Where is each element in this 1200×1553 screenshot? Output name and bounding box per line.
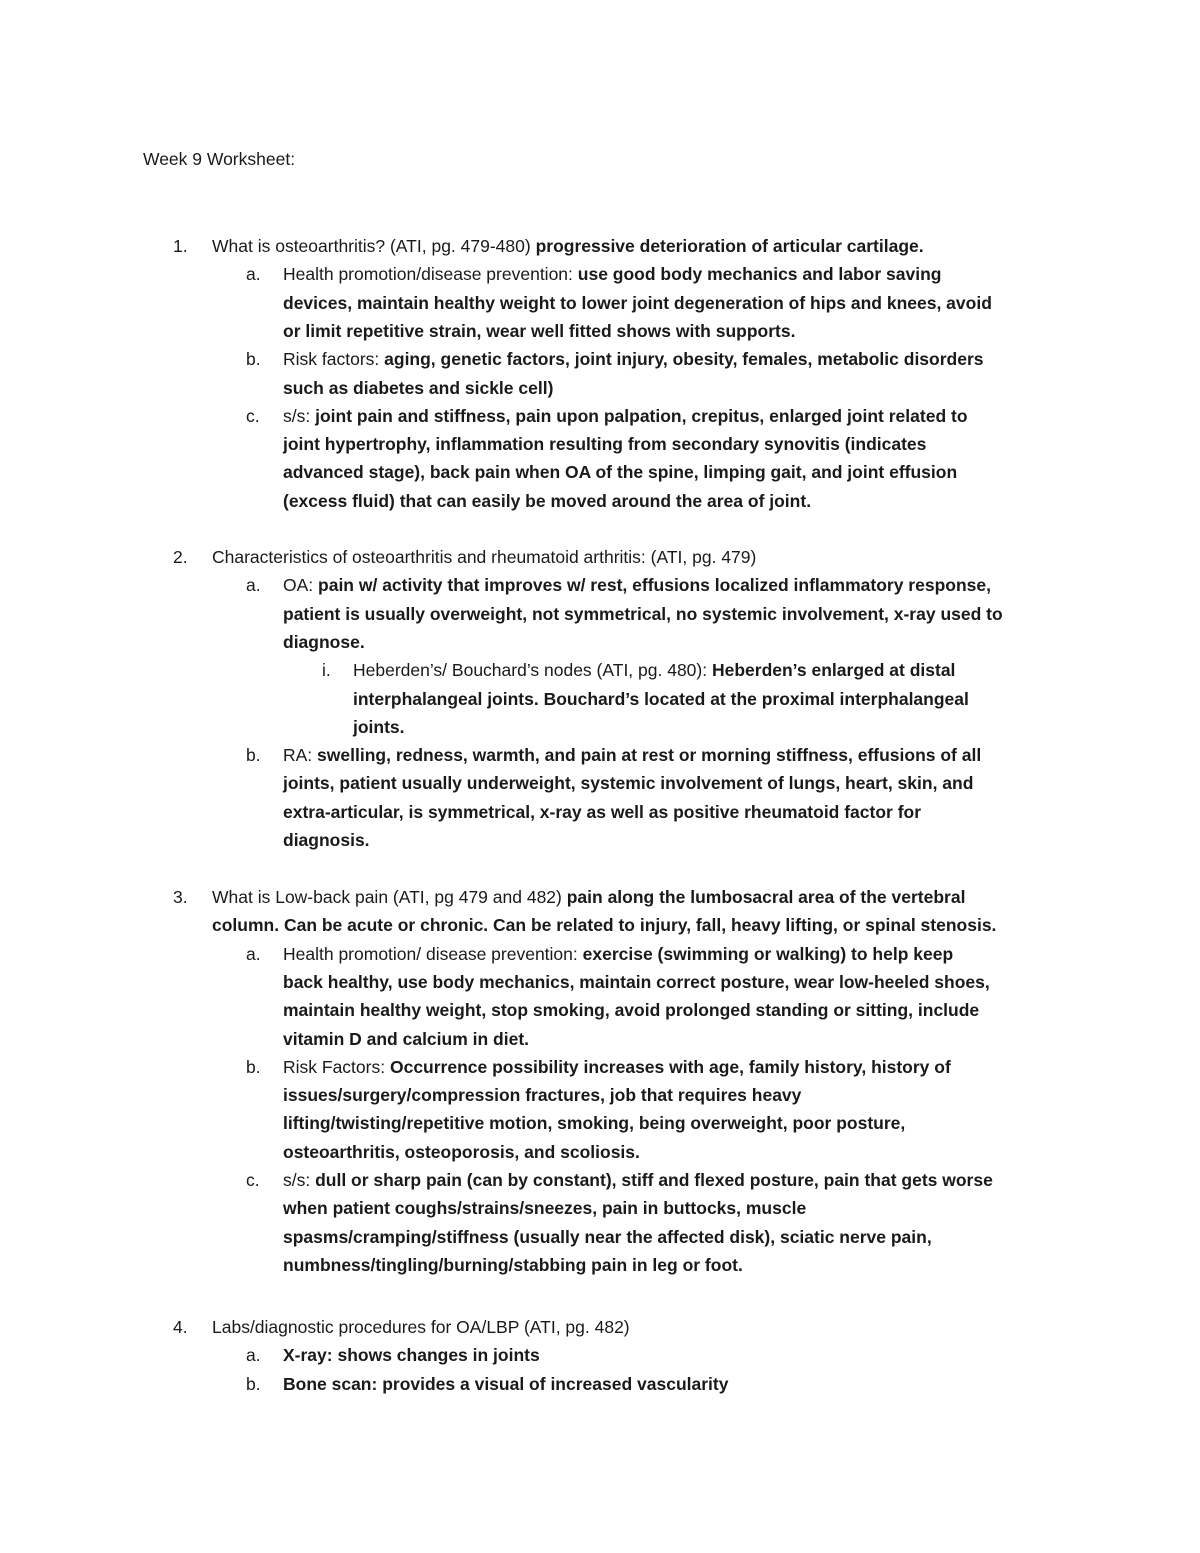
item-answer: diagnose. — [283, 631, 365, 652]
question-answer: pain along the lumbosacral area of the vertebral — [566, 887, 966, 907]
item-answer: diagnosis. — [283, 830, 370, 850]
item-line — [283, 458, 957, 486]
item-line — [283, 968, 990, 996]
item-answer: issues/surgery/compression fractures, job that requires heavy — [283, 1085, 802, 1106]
item-line — [283, 487, 811, 515]
subitem-line — [353, 713, 405, 741]
question-line — [212, 543, 756, 571]
question-label: Characteristics of osteoarthritis and rheumatoid arthritis: (ATI, pg. 479) — [212, 547, 757, 567]
item-line — [283, 1025, 529, 1053]
item-answer: spasms/cramping/stiffness (usually near the affected disk), sciatic nerve pain, — [283, 1226, 932, 1247]
question-line — [212, 883, 965, 911]
item-answer: numbness/tingling/burning/stabbing pain in leg or foot. — [283, 1254, 743, 1275]
question-line — [212, 232, 924, 260]
item-answer: vitamin D and calcium in diet. — [283, 1028, 530, 1049]
item-marker: a. — [246, 943, 261, 964]
subitem-label: Heberden’s/ Bouchard’s nodes (ATI, pg. 480): — [353, 660, 712, 681]
item-answer: maintain healthy weight, stop smoking, avoid prolonged standing or sitting, include — [283, 1000, 980, 1021]
item-line — [283, 1081, 801, 1109]
item-answer: joints, patient usually underweight, systemic involvement of lungs, heart, skin, and — [283, 773, 974, 794]
question-label: What is osteoarthritis? (ATI, pg. 479-480) — [212, 236, 536, 256]
question-answer: column. Can be acute or chronic. Can be related to injury, fall, heavy lifting, or spinal stenosis. — [212, 915, 997, 936]
item-answer: joint pain and stiffness, pain upon palpation, crepitus, enlarged joint related to — [315, 405, 968, 426]
subitem-answer: Heberden’s enlarged at distal — [711, 660, 956, 681]
item-label: RA: — [283, 745, 318, 766]
subitem-answer: interphalangeal joints. Bouchard’s located at the proximal interphalangeal — [353, 688, 969, 709]
subitem-line — [353, 685, 969, 713]
subitem-marker: i. — [322, 660, 331, 681]
item-answer: patient is usually overweight, not symmetrical, no systemic involvement, x-ray used to — [283, 603, 1003, 624]
question-label: What is Low-back pain (ATI, pg 479 and 482) — [212, 887, 567, 907]
item-label: Risk Factors: — [283, 1056, 390, 1077]
item-line — [283, 1194, 806, 1222]
item-marker: c. — [246, 405, 260, 426]
item-answer: swelling, redness, warmth, and pain at rest or morning stiffness, effusions of all — [317, 745, 982, 766]
subitem-line — [353, 656, 955, 684]
item-line — [283, 1251, 743, 1279]
item-answer: when patient coughs/strains/sneezes, pain in buttocks, muscle — [283, 1198, 807, 1219]
item-answer: X-ray: shows changes in joints — [283, 1345, 540, 1366]
item-answer: use good body mechanics and labor saving — [577, 264, 942, 285]
item-line — [283, 430, 926, 458]
item-answer: extra-articular, is symmetrical, x-ray as well as positive rheumatoid factor for — [283, 801, 922, 822]
item-label: Health promotion/disease prevention: — [283, 264, 578, 285]
subitem-answer: joints. — [353, 716, 405, 737]
item-line — [283, 1370, 728, 1398]
item-line — [283, 374, 553, 402]
item-line — [283, 798, 921, 826]
item-line — [283, 1138, 640, 1166]
item-answer: Bone scan: provides a visual of increased vascularity — [283, 1373, 729, 1394]
item-line — [283, 345, 984, 373]
item-line — [283, 571, 991, 599]
item-answer: joint hypertrophy, inflammation resulting from secondary synovitis (indicates — [283, 434, 927, 455]
item-answer: devices, maintain healthy weight to lower joint degeneration of hips and knees, avoid — [283, 292, 992, 313]
question-label: Labs/diagnostic procedures for OA/LBP (ATI, pg. 482) — [212, 1317, 630, 1337]
item-marker: b. — [246, 349, 261, 370]
item-answer: osteoarthritis, osteoporosis, and scoliosis. — [283, 1141, 640, 1162]
item-label: s/s: — [283, 405, 316, 426]
question-line — [212, 1313, 630, 1341]
item-label: Risk factors: — [283, 349, 385, 370]
item-marker: a. — [246, 575, 261, 596]
page-title: Week 9 Worksheet: — [143, 149, 296, 169]
item-answer: Occurrence possibility increases with age, family history, history of — [389, 1056, 951, 1077]
item-answer: dull or sharp pain (can by constant), stiff and flexed posture, pain that gets worse — [315, 1170, 993, 1190]
item-line — [283, 996, 979, 1024]
item-line — [283, 260, 941, 288]
item-answer: lifting/twisting/repetitive motion, smoking, being overweight, poor posture, — [283, 1113, 906, 1134]
item-line — [283, 1341, 540, 1369]
question-line — [212, 911, 996, 939]
item-line — [283, 826, 370, 854]
item-line — [283, 1223, 932, 1251]
item-answer: exercise (swimming or walking) to help keep — [582, 943, 954, 964]
item-line — [283, 1109, 905, 1137]
question-number: 1. — [173, 236, 188, 256]
item-answer: such as diabetes and sickle cell) — [283, 377, 554, 398]
item-marker: b. — [246, 745, 261, 766]
item-answer: aging, genetic factors, joint injury, obesity, females, metabolic disorders — [384, 349, 984, 370]
item-marker: c. — [246, 1170, 260, 1190]
item-marker: b. — [246, 1056, 261, 1077]
question-number: 3. — [173, 887, 188, 907]
item-line — [283, 940, 953, 968]
question-number: 2. — [173, 547, 188, 567]
item-marker: b. — [246, 1373, 261, 1394]
item-answer: or limit repetitive strain, wear well fitted shows with supports. — [283, 320, 796, 341]
item-answer: advanced stage), back pain when OA of the spine, limping gait, and joint effusion — [283, 462, 958, 483]
item-marker: a. — [246, 264, 261, 285]
item-answer: (excess fluid) that can easily be moved around the area of joint. — [283, 490, 812, 511]
item-line — [283, 628, 365, 656]
question-number: 4. — [173, 1317, 188, 1337]
item-answer: back healthy, use body mechanics, maintain correct posture, wear low-heeled shoes, — [283, 971, 990, 992]
item-line — [283, 289, 992, 317]
item-line — [283, 741, 981, 769]
item-marker: a. — [246, 1345, 261, 1366]
item-answer: pain w/ activity that improves w/ rest, effusions localized inflammatory response, — [318, 575, 991, 596]
item-line — [283, 402, 968, 430]
item-label: Health promotion/ disease prevention: — [283, 943, 583, 964]
item-line — [283, 1166, 993, 1194]
question-answer: progressive deterioration of articular cartilage. — [535, 236, 924, 256]
item-line — [283, 1053, 951, 1081]
item-label: OA: — [283, 575, 319, 596]
item-line — [283, 600, 1003, 628]
item-line — [283, 769, 973, 797]
item-label: s/s: — [283, 1170, 316, 1190]
item-line — [283, 317, 795, 345]
